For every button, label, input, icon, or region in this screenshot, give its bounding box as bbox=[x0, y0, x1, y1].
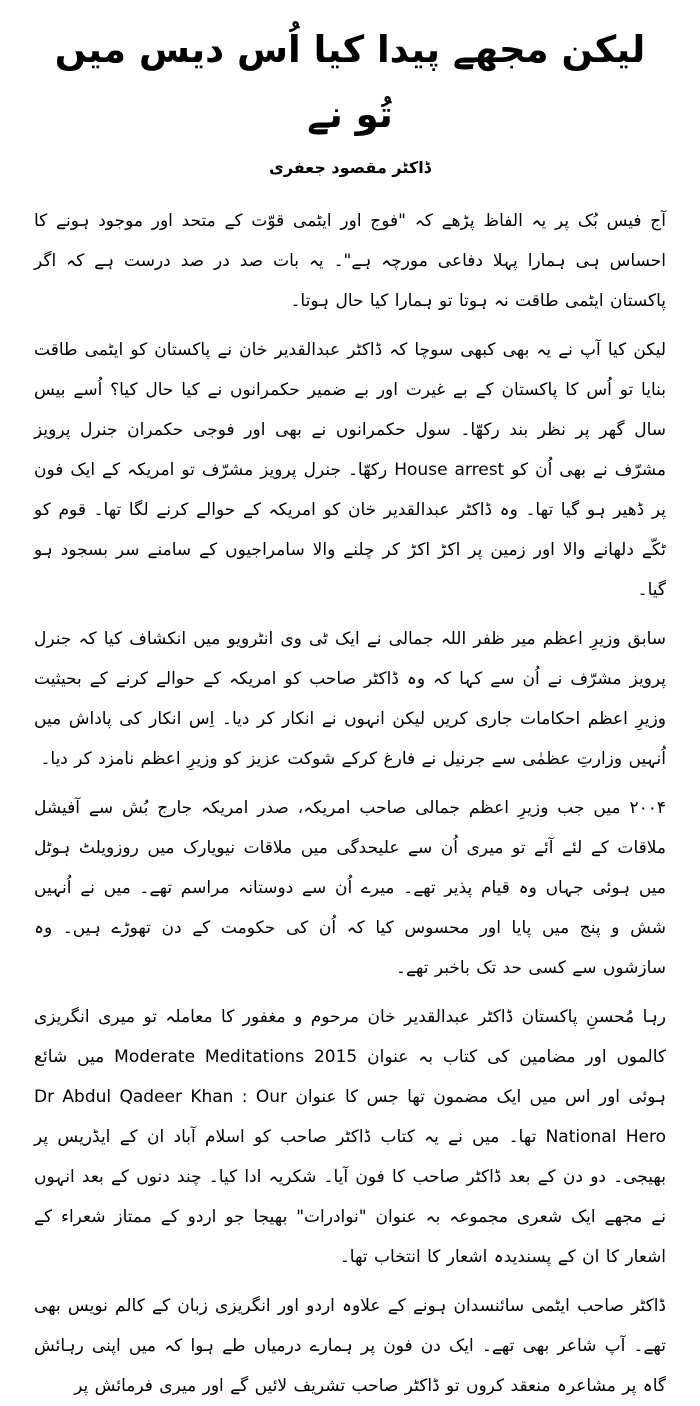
paragraph-1: آج فیس بُک پر یہ الفاظ پڑھے کہ "فوج اور ایٹمی قوّت کے متحد اور موجود ہونے کا احساس ہی ہمارا پہلا دفاعی مورچہ ہے"۔ یہ بات صد در صد درست ہے کہ اگر پاکستان ایٹمی طاقت نہ ہوتا تو ہمارا کیا حال ہوتا۔ bbox=[34, 210, 666, 311]
article-author: ڈاکٹر مقصود جعفری bbox=[269, 157, 431, 177]
paragraph-6: ڈاکٹر صاحب ایٹمی سائنسدان ہونے کے علاوہ اردو اور انگریزی زبان کے کالم نویس بھی تھے۔ آپ شاعر بھی تھے۔ ایک دن فون پر ہمارے درمیاں طے ہوا کہ میں اپنی رہائش گاہ پر مشاعرہ منعقد کروں تو ڈاکٹر صاحب تشریف لائیں گے اور میری فرمائش پر bbox=[34, 1295, 666, 1396]
paragraph-5: رہا مُحسنِ پاکستان ڈاکٹر عبدالقدیر خان مرحوم و مغفور کا معاملہ تو میری انگریزی کالموں اور مضامین کی کتاب بہ عنوان Moderate Meditations 2015 میں شائع ہوئی اور اس میں ایک مضمون تھا جس کا عنوان Dr Abdul Qadeer Khan : Our National Hero تھا۔ میں نے یہ کتاب ڈاکٹر صاحب کو اسلام آباد ان کے ایڈریس پر بھیجی۔ دو دن کے بعد ڈاکٹر صاحب کا فون آیا۔ شکریہ ادا کیا۔ چند دنوں کے بعد انہوں نے مجھے ایک شعری مجموعہ بہ عنوان "نوادرات" بھیجا جو اردو کے ممتاز شعراء کے اشعار کا ان کے پسندیدہ اشعار کا انتخاب تھا۔ bbox=[34, 1006, 666, 1267]
article-title: لیکن مجھے پیدا کیا اُس دیس میں تُو نے bbox=[54, 28, 646, 136]
paragraph-4: ۲۰۰۴ میں جب وزیرِ اعظم جمالی صاحب امریکہ، صدر امریکہ جارج بُش سے آفیشل ملاقات کے لئے آئے تو میری اُن سے علیحدگی میں ملاقات نیویارک میں روزویلٹ ہوٹل میں ہوئی جہاں وہ قیام پذیر تھے۔ میرے اُن سے دوستانہ مراسم تھے۔ میں نے اُنہیں شش و پنج میں پایا اور محسوس کیا کہ اُن کی حکومت کے دن تھوڑے ہیں۔ وہ سازشوں سے کسی حد تک باخبر تھے۔ bbox=[34, 797, 666, 978]
paragraph-3: سابق وزیرِ اعظم میر ظفر اللہ جمالی نے ایک ٹی وی انٹرویو میں انکشاف کیا کہ جنرل پرویز مشرّف نے اُن سے کہا کہ وہ ڈاکٹر صاحب کو امریکہ کے حوالے کرنے کے بحیثیت وزیرِ اعظم احکامات جاری کریں لیکن انہوں نے انکار کر دیا۔ اِس انکار کی پاداش میں اُنہیں وزارتِ عظمٰی سے جرنیل نے فارغ کرکے شوکت عزیز کو وزیرِ اعظم نامزد کر دیا۔ bbox=[34, 628, 666, 769]
paragraph-2: لیکن کیا آپ نے یہ بھی کبھی سوچا کہ ڈاکٹر عبدالقدیر خان نے پاکستان کو ایٹمی طاقت بنایا تو اُس کا پاکستان کے بے غیرت اور بے ضمیر حکمرانوں نے کیا حال کیا؟ اُسے بیس سال گھر پر نظر بند رکھّا۔ سول حکمرانوں نے بھی اور فوجی حکمران جنرل پرویز مشرّف نے بھی اُن کو House arrest رکھّا۔ جنرل پرویز مشرّف تو امریکہ کے ایک فون پر ڈھیر ہو گیا تھا۔ وہ ڈاکٹر عبدالقدیر خان کو امریکہ کے حوالے کرنے لگا تھا۔ قوم کو ٹکّے دلھانے والا اور زمین پر اکڑ اکڑ کر چلنے والا سامراجیوں کے سامنے سر بسجود ہو گیا۔ bbox=[34, 339, 666, 600]
article-body bbox=[34, 201, 666, 1406]
